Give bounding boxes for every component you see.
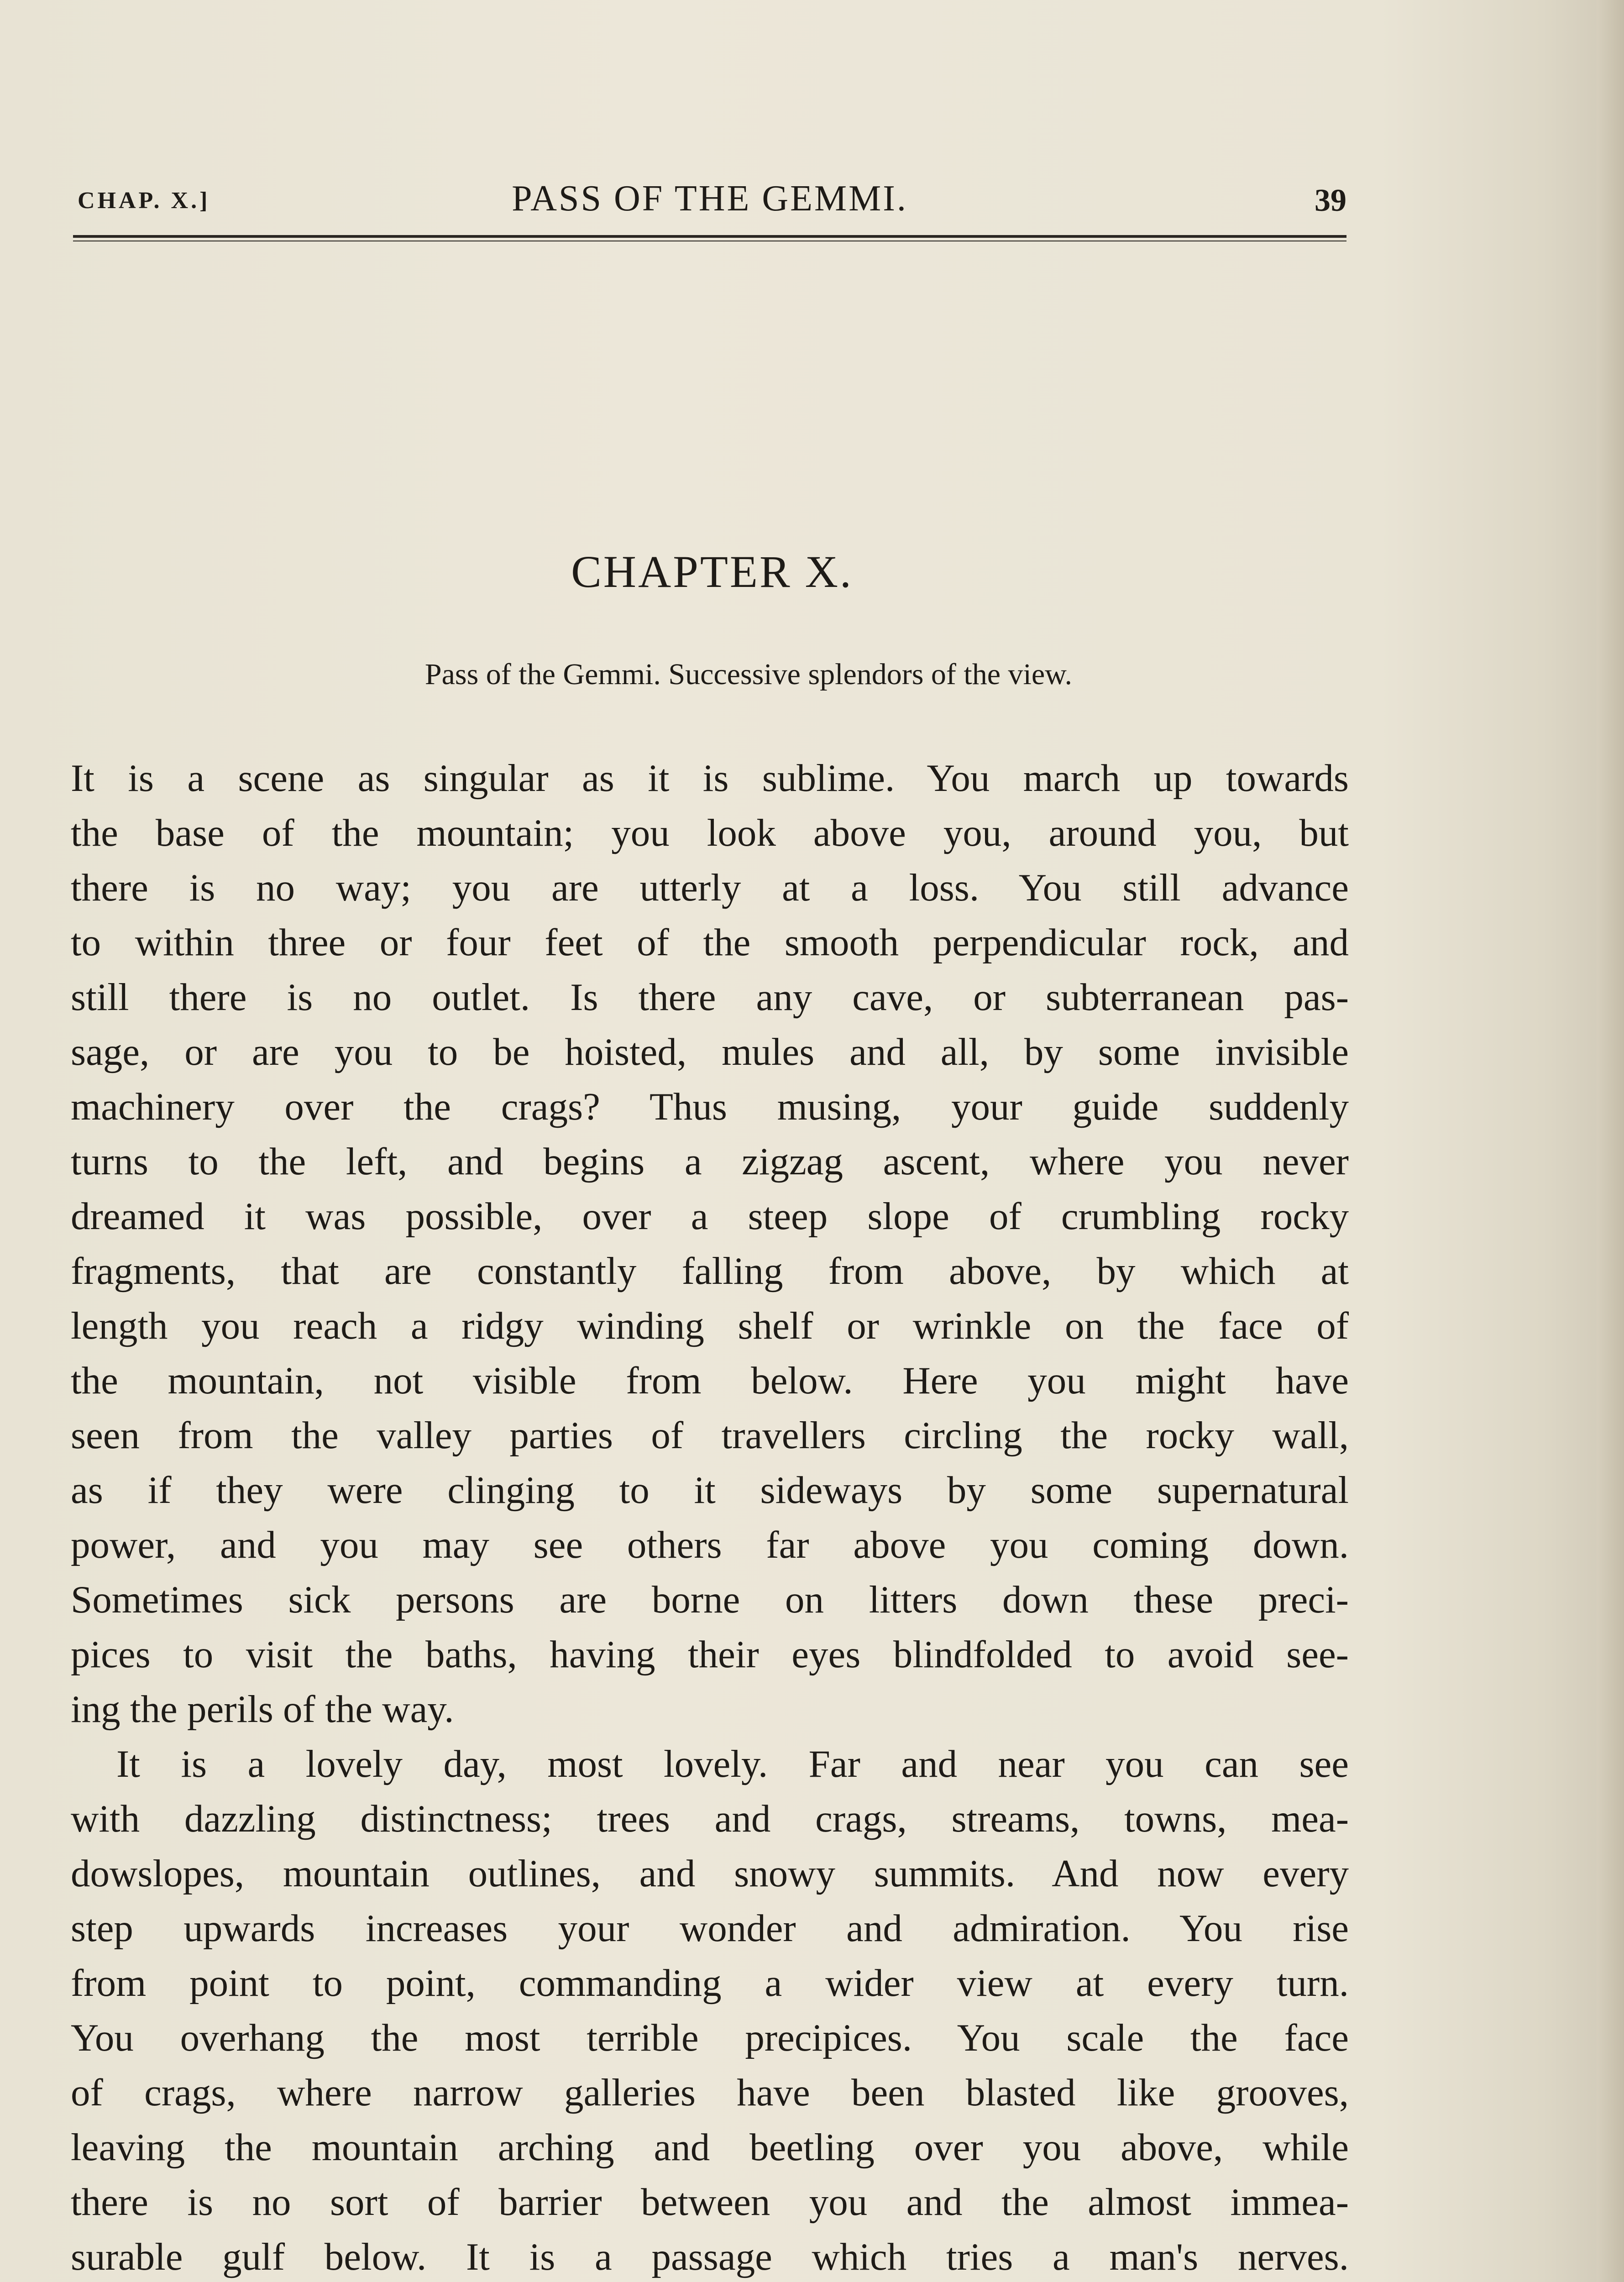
chapter-title: CHAPTER X. xyxy=(571,546,853,597)
text-line: the mountain, not visible from below. Here you might have xyxy=(71,1359,1349,1402)
running-chapter-label: CHAP. X.] xyxy=(78,188,210,214)
text-line: It is a scene as singular as it is sublime. You march up towards xyxy=(71,757,1349,800)
text-line: power, and you may see others far above you coming down. xyxy=(71,1523,1349,1566)
body-text xyxy=(71,751,1349,2282)
text-line: as if they were clinging to it sideways by some supernatural xyxy=(71,1469,1349,1512)
text-line: sage, or are you to be hoisted, mules and all, by some invisible xyxy=(71,1031,1349,1073)
text-line: pices to visit the baths, having their eyes blindfolded to avoid see- xyxy=(71,1633,1349,1676)
text-line: from point to point, commanding a wider view at every turn. xyxy=(71,1962,1349,2005)
text-line: ing the perils of the way. xyxy=(71,1688,454,1731)
text-line: length you reach a ridgy winding shelf or wrinkle on the face of xyxy=(71,1304,1349,1347)
text-line: step upwards increases your wonder and admiration. You rise xyxy=(71,1907,1349,1950)
running-header xyxy=(73,173,1346,228)
text-line: It is a lovely day, most lovely. Far and near you can see xyxy=(116,1743,1349,1785)
text-line: fragments, that are constantly falling from above, by which at xyxy=(71,1250,1349,1293)
running-title: PASS OF THE GEMMI. xyxy=(512,178,908,219)
text-line: still there is no outlet. Is there any cave, or subterranean pas- xyxy=(71,976,1349,1019)
chapter-summary: Pass of the Gemmi. Successive splendors of the view. xyxy=(424,658,1073,691)
text-line: surable gulf below. It is a passage which tries a man's nerves. xyxy=(71,2235,1349,2278)
text-line: machinery over the crags? Thus musing, your guide suddenly xyxy=(71,1085,1349,1128)
header-rule xyxy=(73,235,1346,241)
page-edge-shadow xyxy=(1597,0,1624,2282)
text-line: seen from the valley parties of travellers circling the rocky wall, xyxy=(71,1414,1349,1457)
text-line: Sometimes sick persons are borne on litters down these preci- xyxy=(71,1578,1349,1621)
text-line: to within three or four feet of the smooth perpendicular rock, and xyxy=(71,921,1349,964)
text-line: leaving the mountain arching and beetling over you above, while xyxy=(71,2126,1349,2169)
text-line: dreamed it was possible, over a steep slope of crumbling rocky xyxy=(71,1195,1349,1238)
text-line: there is no sort of barrier between you and the almost immea- xyxy=(71,2181,1349,2224)
text-line: dowslopes, mountain outlines, and snowy summits. And now every xyxy=(71,1852,1349,1895)
page-number: 39 xyxy=(1315,183,1346,218)
text-line: there is no way; you are utterly at a loss. You still advance xyxy=(71,866,1349,909)
text-line: You overhang the most terrible precipices. You scale the face xyxy=(71,2016,1349,2059)
text-line: the base of the mountain; you look above you, around you, but xyxy=(71,811,1349,854)
text-line: of crags, where narrow galleries have been blasted like grooves, xyxy=(71,2071,1349,2114)
text-line: with dazzling distinctness; trees and crags, streams, towns, mea- xyxy=(71,1797,1349,1840)
text-line: turns to the left, and begins a zigzag ascent, where you never xyxy=(71,1140,1349,1183)
